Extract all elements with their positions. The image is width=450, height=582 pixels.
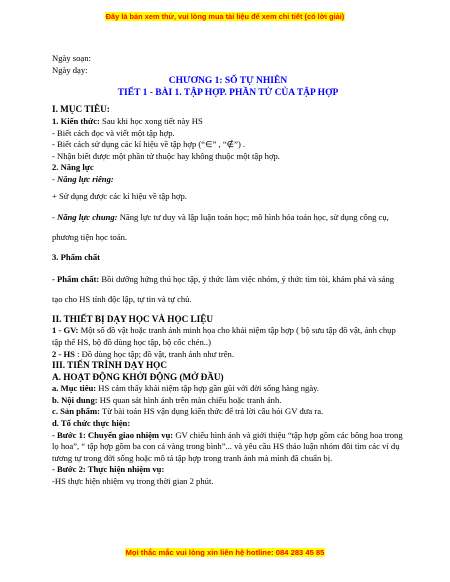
chapter-title: CHƯƠNG 1: SỐ TỰ NHIÊN xyxy=(168,76,288,87)
step-1-paragraph xyxy=(52,430,404,465)
product-text: Từ bài toán HS vận dụng kiến thức để trả lời câu hỏi GV đưa ra. xyxy=(100,406,324,417)
section-equipment-heading: II. THIẾT BỊ DẠY HỌC VÀ HỌC LIỆU xyxy=(52,313,213,324)
activity-heading: A. HOẠT ĐỘNG KHỞI ĐỘNG (MỞ ĐẦU) xyxy=(52,371,224,382)
specific-capacity-label: - Năng lực riêng: xyxy=(52,173,114,184)
section-objectives-heading: I. MỤC TIÊU: xyxy=(52,104,110,115)
student-text: : Đồ dùng học tập; đồ vật, tranh ảnh như trên. xyxy=(74,348,234,359)
quality-label: - Phẩm chất: xyxy=(52,273,100,284)
quality-text: Bồi dưỡng hứng thú học tập, ý thức làm việc nhóm, ý thức tìm tòi, khám phá và sáng tạo cho HS tính độc lập, tự tin và tự chủ. xyxy=(52,273,395,304)
content-label: b. Nội dung: xyxy=(52,394,98,405)
general-capacity-label: - Năng lực chung: xyxy=(52,212,118,223)
student-materials xyxy=(52,349,404,361)
step-1-text: GV chiếu hình ảnh và giới thiệu “tập hợp gồm các bông hoa trong lọ hoa”, “ tập hợp gồm ba con cá vàng trong bình”... và yêu cầu HS thảo luận nhóm đôi tìm các ví dụ tương tự trong đời sống hoặc mô tả tập hợp trong tranh ảnh mà mình đã chuẩn bị. xyxy=(52,429,403,463)
organization-heading: d. Tổ chức thực hiện: xyxy=(52,418,131,429)
student-label: 2 - HS xyxy=(52,348,75,359)
knowledge-line xyxy=(52,116,404,128)
step-1-label: - Bước 1: Chuyển giao nhiệm vụ: xyxy=(52,429,174,440)
hotline-banner xyxy=(0,542,450,560)
date-prepared: Ngày soạn: xyxy=(52,53,91,63)
knowledge-item-2: - Biết cách sử dụng các kí hiệu về tập hợp (“∈” , “∉”) . xyxy=(52,139,246,150)
general-capacity-text: Năng lực tư duy và lập luận toán học; mô hình hóa toán học, sử dụng công cụ, phương tiện học toán. xyxy=(52,212,389,243)
preview-banner xyxy=(0,6,450,24)
teacher-label: 1 - GV: xyxy=(52,325,79,336)
goal-line xyxy=(52,383,404,395)
teacher-materials xyxy=(52,325,404,348)
hotline-banner-text: Mọi thắc mắc vui lòng xin liên hệ hotline: 084 283 45 85 xyxy=(125,548,325,557)
step-2-text: -HS thực hiện nhiệm vụ trong thời gian 2 phút. xyxy=(52,476,214,487)
teacher-text: Một số đồ vật hoặc tranh ảnh minh họa cho khái niệm tập hợp ( bộ sưu tập đồ vật, ảnh chụp tập thể HS, bộ đồ dùng học tập, bộ cốc chén..) xyxy=(52,325,396,347)
knowledge-item-1: - Biết cách đọc và viết một tập hợp. xyxy=(52,127,175,138)
quality-paragraph xyxy=(52,269,404,309)
knowledge-label: 1. Kiến thức: xyxy=(52,115,100,126)
knowledge-item-3: - Nhận biết được một phần tử thuộc hay không thuộc một tập hợp. xyxy=(52,150,280,161)
goal-label: a. Mục tiêu: xyxy=(52,383,97,394)
goal-text: HS cảm thấy khái niệm tập hợp gần gũi với đời sống hàng ngày. xyxy=(96,383,320,394)
date-taught: Ngày dạy: xyxy=(52,64,88,75)
content-text: HS quan sát hình ảnh trên màn chiếu hoặc tranh ảnh. xyxy=(97,394,282,405)
capacity-heading: 2. Năng lực xyxy=(52,162,94,173)
quality-heading: 3. Phẩm chất xyxy=(52,252,100,263)
product-line xyxy=(52,406,404,418)
general-capacity xyxy=(52,207,404,247)
product-label: c. Sản phẩm: xyxy=(52,406,100,417)
section-process-heading: III. TIẾN TRÌNH DẠY HỌC xyxy=(52,360,167,371)
preview-banner-text: Đây là bản xem thử, vui lòng mua tài liệu để xem chi tiết (có lời giải) xyxy=(105,12,345,21)
knowledge-text: Sau khi học xong tiết này HS xyxy=(99,115,203,126)
specific-capacity-text: + Sử dụng được các kí hiệu về tập hợp. xyxy=(52,190,187,201)
document-body xyxy=(52,53,404,488)
step-2-heading: - Bước 2: Thực hiện nhiệm vụ: xyxy=(52,464,165,475)
lesson-title: TIẾT 1 - BÀI 1. TẬP HỢP. PHẦN TỬ CỦA TẬP HỢP xyxy=(117,87,339,98)
content-line xyxy=(52,395,404,407)
